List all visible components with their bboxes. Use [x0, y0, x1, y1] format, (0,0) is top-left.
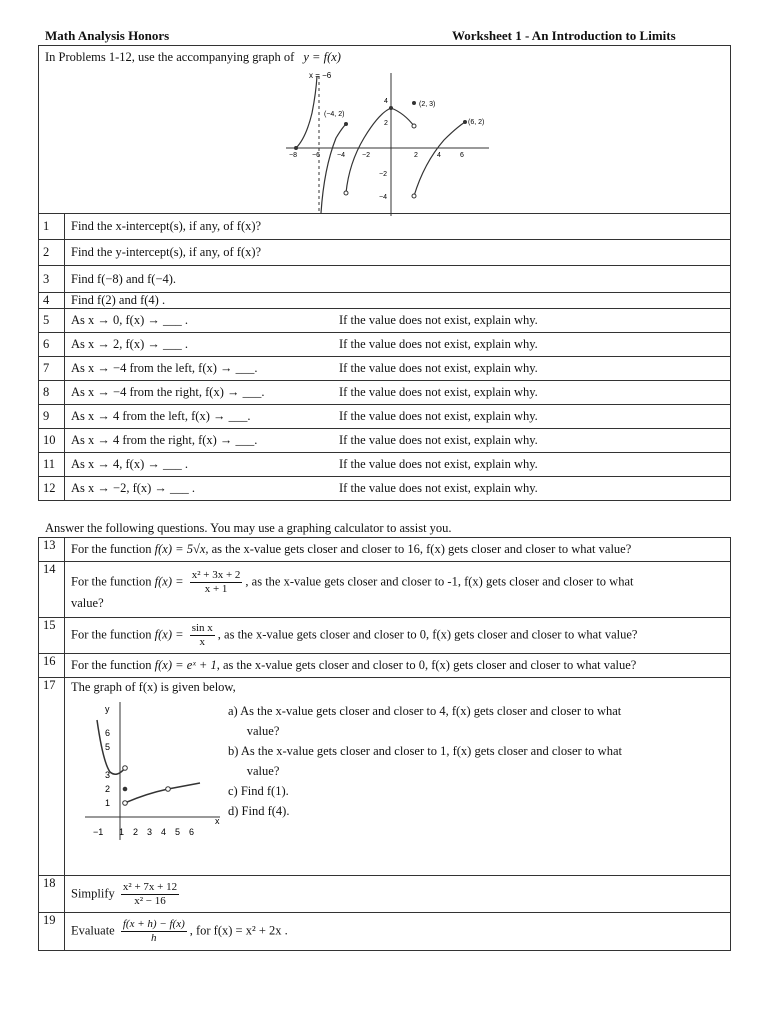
limit-row: [39, 309, 731, 333]
question-row: [39, 654, 731, 678]
problem-number: 15: [39, 618, 65, 654]
limit-prompt: As x → 0, f(x) → ___ .: [71, 313, 189, 327]
g2-xtick: 5: [175, 827, 181, 837]
q16-post: , as the x-value gets closer and closer to 0, f(x) gets closer and closer to what value?: [216, 658, 637, 672]
g2-ytick: 3: [105, 770, 111, 780]
limit-note: If the value does not exist, explain why.: [339, 409, 538, 423]
q19-denominator: h: [151, 932, 157, 944]
problem-text: Find the x-intercept(s), if any, of f(x)?: [65, 214, 731, 240]
question-row: [39, 678, 731, 876]
q14-pre: For the function: [71, 573, 152, 588]
g1-xtick: −4: [337, 152, 345, 159]
limit-prompt: As x → −4 from the right, f(x) → ___.: [71, 385, 265, 399]
q15-post: , as the x-value gets closer and closer to 0, f(x) gets closer and closer to what value?: [217, 627, 638, 642]
q17-item: c) Find f(1).: [228, 784, 289, 798]
q18-denominator: x² − 16: [134, 894, 166, 907]
limit-row: [39, 333, 731, 357]
problem-number: 16: [39, 654, 65, 678]
q18-fraction: [121, 881, 179, 908]
problem-number: 10: [39, 429, 65, 453]
limit-row: [39, 429, 731, 453]
q14-lhs: f(x) =: [154, 573, 184, 588]
q17-item: a) As the x-value gets closer and closer to 4, f(x) gets closer and closer to what: [228, 704, 622, 718]
g1-point-label: (2, 3): [419, 101, 436, 108]
limit-prompt: As x → 2, f(x) → ___ .: [71, 337, 189, 351]
problem-number: 1: [39, 214, 65, 240]
question-row: [39, 618, 731, 654]
g2-xtick: 3: [147, 827, 153, 837]
problem-text: Find the y-intercept(s), if any, of f(x)?: [65, 240, 731, 266]
part2-instructions: Answer the following questions. You may use a graphing calculator to assist you.: [45, 521, 452, 535]
limit-prompt: As x → −4 from the left, f(x) → ___.: [71, 361, 258, 375]
limit-row: [39, 381, 731, 405]
problem-number: 14: [39, 562, 65, 618]
question-row: [39, 876, 731, 913]
g2-ylabel: y: [105, 704, 110, 714]
g1-ytick: −4: [379, 194, 387, 201]
q13-function: f(x) = 5√x,: [154, 542, 209, 556]
graph-2: [75, 702, 225, 842]
q14-post2: value?: [71, 595, 104, 610]
g2-xtick: 1: [119, 827, 125, 837]
q19-post: , for f(x) = x² + 2x .: [189, 923, 288, 938]
limit-row: [39, 477, 731, 501]
question-row: [39, 562, 731, 618]
q14-numerator: x² + 3x + 2: [191, 568, 241, 581]
q18-pre: Simplify: [71, 885, 115, 900]
graph-1: [284, 68, 494, 218]
limit-prompt: As x → 4 from the right, f(x) → ___.: [71, 433, 258, 447]
limit-note: If the value does not exist, explain why.: [339, 457, 538, 471]
q15-numerator: sin x: [191, 622, 213, 634]
question-row: [39, 538, 731, 562]
asymptote-label: x = −6: [309, 71, 332, 80]
q15-fraction: [190, 622, 215, 649]
q15-denominator: x: [199, 636, 205, 648]
problem-row: [39, 266, 731, 293]
q16-pre: For the function: [71, 658, 152, 672]
limit-note: If the value does not exist, explain why.: [339, 385, 538, 399]
g2-xtick: −1: [93, 827, 104, 837]
problems-table-a: [38, 45, 731, 501]
g1-ytick: −2: [379, 171, 387, 178]
g1-xtick: −2: [362, 152, 370, 159]
limit-note: If the value does not exist, explain why.: [339, 337, 538, 351]
g1-xtick: −6: [312, 152, 320, 159]
problem-row: [39, 293, 731, 309]
g2-ytick: 5: [105, 742, 111, 752]
header-worksheet-title: Worksheet 1 - An Introduction to Limits: [452, 28, 676, 43]
q19-fraction: [121, 918, 187, 945]
limit-prompt: As x → 4, f(x) → ___ .: [71, 457, 189, 471]
problem-number: 11: [39, 453, 65, 477]
limit-prompt: As x → −2, f(x) → ___ .: [71, 481, 196, 495]
g1-xtick: −8: [289, 152, 297, 159]
problem-number: 4: [39, 293, 65, 309]
limit-row: [39, 357, 731, 381]
problem-text: Find f(2) and f(4) .: [65, 293, 731, 309]
limit-note: If the value does not exist, explain why.: [339, 313, 538, 327]
problem-number: 8: [39, 381, 65, 405]
g2-ytick: 2: [105, 784, 111, 794]
problem-number: 13: [39, 538, 65, 562]
g2-ytick: 6: [105, 728, 111, 738]
q14-fraction: [190, 569, 243, 596]
problem-number: 9: [39, 405, 65, 429]
limit-row: [39, 453, 731, 477]
q19-pre: Evaluate: [71, 923, 115, 938]
problem-number: 18: [39, 876, 65, 913]
limit-note: If the value does not exist, explain why.: [339, 481, 538, 495]
g2-xtick: 2: [133, 827, 139, 837]
limit-note: If the value does not exist, explain why.: [339, 433, 538, 447]
question-row: [39, 913, 731, 951]
g1-point-label: (−4, 2): [324, 111, 345, 118]
g1-ytick: 4: [384, 98, 388, 105]
q15-pre: For the function: [71, 627, 152, 642]
problem-number: 7: [39, 357, 65, 381]
problems-table-b: [38, 537, 731, 951]
intro-cell: [39, 46, 731, 214]
problem-number: 19: [39, 913, 65, 951]
limit-prompt: As x → 4 from the left, f(x) → ___.: [71, 409, 251, 423]
g1-xtick: 4: [437, 152, 441, 159]
g2-xtick: 6: [189, 827, 195, 837]
problem-row: [39, 240, 731, 266]
q17-item: b) As the x-value gets closer and closer to 1, f(x) gets closer and closer to what: [228, 744, 622, 758]
problem-number: 5: [39, 309, 65, 333]
problem-number: 2: [39, 240, 65, 266]
q13-pre: For the function: [71, 542, 152, 556]
problem-number: 3: [39, 266, 65, 293]
g2-xlabel: x: [215, 816, 220, 826]
intro-expr: y = f(x): [303, 50, 341, 64]
q16-function: f(x) = eˣ + 1: [154, 658, 217, 672]
q15-lhs: f(x) =: [154, 627, 184, 642]
problem-number: 17: [39, 678, 65, 876]
g1-xtick: 2: [414, 152, 418, 159]
problem-number: 12: [39, 477, 65, 501]
limit-note: If the value does not exist, explain why.: [339, 361, 538, 375]
g2-ytick: 1: [105, 798, 111, 808]
header-course: Math Analysis Honors: [45, 28, 170, 43]
q14-denominator: x + 1: [204, 582, 228, 595]
g2-xtick: 4: [161, 827, 167, 837]
q17-subquestions: [228, 702, 688, 822]
q18-numerator: x² + 7x + 12: [122, 880, 178, 893]
q17-intro: The graph of f(x) is given below,: [71, 680, 236, 694]
q17-item: d) Find f(4).: [228, 804, 290, 818]
problem-text: Find f(−8) and f(−4).: [65, 266, 731, 293]
g1-xtick: 6: [460, 152, 464, 159]
q13-post: as the x-value gets closer and closer to 16, f(x) gets closer and closer to what value?: [211, 542, 632, 556]
limit-row: [39, 405, 731, 429]
g1-ytick: 2: [384, 120, 388, 127]
q14-post: , as the x-value gets closer and closer to -1, f(x) gets closer and closer to what: [245, 573, 634, 588]
q17-item: value?: [228, 724, 280, 738]
g1-point-label: (6, 2): [468, 119, 485, 126]
q19-numerator: f(x + h) − f(x): [122, 918, 185, 930]
problem-number: 6: [39, 333, 65, 357]
q17-item: value?: [228, 764, 280, 778]
intro-text: In Problems 1-12, use the accompanying graph of: [45, 50, 295, 64]
